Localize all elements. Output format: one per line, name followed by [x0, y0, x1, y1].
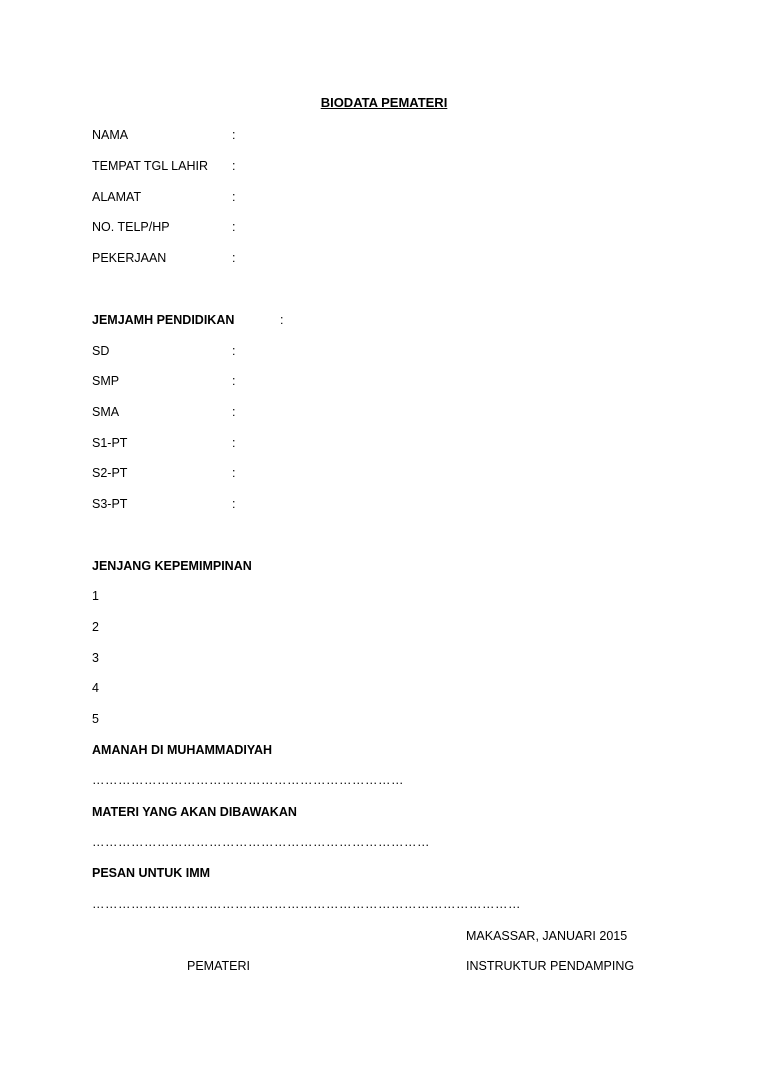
- field-s1: [92, 435, 236, 451]
- field-label: SD: [92, 344, 110, 358]
- field-label: TEMPAT TGL LAHIR: [92, 159, 208, 173]
- amanah-heading: AMANAH DI MUHAMMADIYAH: [92, 743, 273, 757]
- field-label: S2-PT: [92, 466, 128, 480]
- field-label: NAMA: [92, 128, 129, 142]
- field-alamat: [92, 189, 236, 205]
- pesan-dots: ………………………………………………………………………………………: [92, 897, 521, 911]
- field-colon: :: [232, 344, 236, 358]
- field-colon: :: [232, 190, 236, 204]
- section-heading: JEMJAMH PENDIDIKAN: [92, 313, 235, 327]
- field-label: SMP: [92, 374, 120, 388]
- field-label: SMA: [92, 405, 120, 419]
- leadership-item: 3: [92, 651, 99, 665]
- field-colon: :: [232, 128, 236, 142]
- field-colon: :: [232, 374, 236, 388]
- field-colon: :: [232, 251, 236, 265]
- leadership-item: 4: [92, 681, 99, 695]
- field-colon: :: [232, 405, 236, 419]
- signature-instruktur: INSTRUKTUR PENDAMPING: [466, 959, 635, 973]
- place-date: MAKASSAR, JANUARI 2015: [466, 929, 628, 943]
- field-label: ALAMAT: [92, 190, 142, 204]
- document-title: BIODATA PEMATERI: [320, 95, 448, 110]
- field-label: NO. TELP/HP: [92, 220, 170, 234]
- leadership-item: 5: [92, 712, 99, 726]
- field-smp: [92, 373, 236, 389]
- pesan-heading: PESAN UNTUK IMM: [92, 866, 211, 880]
- leadership-item: 2: [92, 620, 99, 634]
- field-tempat-tgl-lahir: [92, 158, 236, 174]
- field-nama: [92, 127, 236, 143]
- materi-dots: ……………………………………………………………………: [92, 835, 430, 849]
- field-label: PEKERJAAN: [92, 251, 167, 265]
- education-heading: [92, 312, 284, 328]
- field-s3: [92, 496, 236, 512]
- field-sd: [92, 343, 236, 359]
- field-colon: :: [280, 313, 284, 327]
- field-s2: [92, 465, 236, 481]
- field-colon: :: [232, 436, 236, 450]
- field-colon: :: [232, 466, 236, 480]
- field-no-telp: [92, 219, 236, 235]
- field-sma: [92, 404, 236, 420]
- field-colon: :: [232, 497, 236, 511]
- field-colon: :: [232, 220, 236, 234]
- materi-heading: MATERI YANG AKAN DIBAWAKAN: [92, 805, 297, 819]
- amanah-dots: ………………………………………………………………: [92, 773, 404, 787]
- leadership-heading: JENJANG KEPEMIMPINAN: [92, 559, 252, 573]
- signature-pemateri: PEMATERI: [187, 959, 250, 973]
- field-colon: :: [232, 159, 236, 173]
- leadership-item: 1: [92, 589, 99, 603]
- field-label: S1-PT: [92, 436, 128, 450]
- field-pekerjaan: [92, 250, 236, 266]
- field-label: S3-PT: [92, 497, 128, 511]
